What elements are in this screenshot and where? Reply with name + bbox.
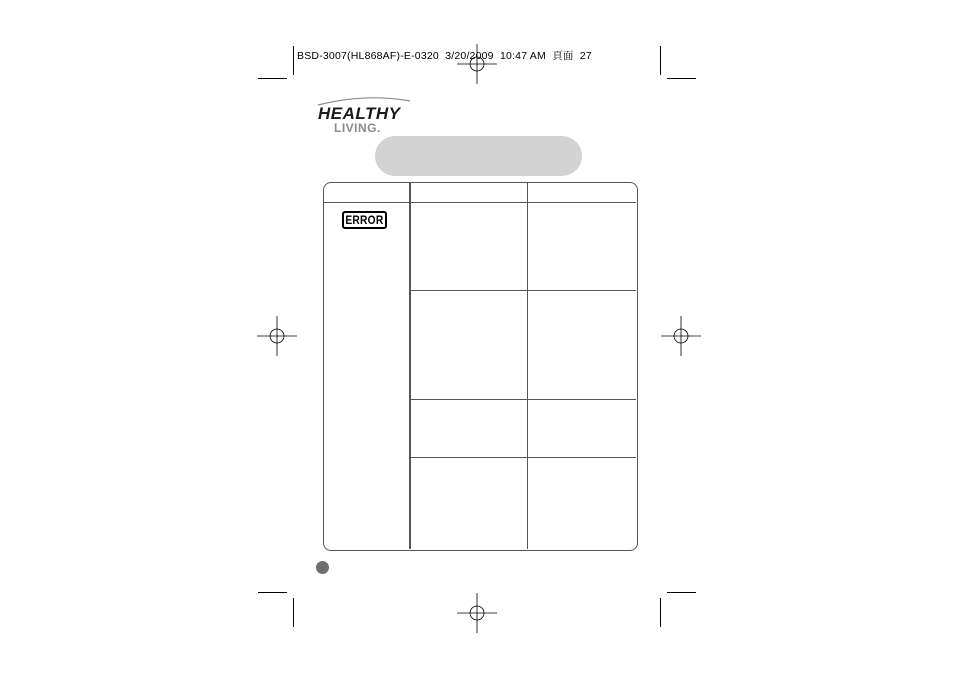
crop-mark — [293, 598, 294, 627]
page-marker-dot — [316, 561, 329, 574]
section-title-banner — [375, 136, 582, 176]
registration-mark-icon — [457, 44, 497, 84]
logo-primary-text: HEALTHY — [318, 104, 401, 123]
print-time: 10:47 AM — [499, 50, 546, 62]
troubleshooting-table — [323, 182, 638, 551]
crop-mark — [667, 78, 696, 79]
table-row-divider — [410, 290, 636, 291]
registration-mark-icon — [457, 593, 497, 633]
print-slug: BSD-3007(HL868AF)-E-0320 — [297, 50, 439, 62]
print-date: 3/20/2009 — [445, 50, 494, 62]
table-row-divider — [410, 399, 636, 400]
healthy-living-logo — [316, 97, 412, 137]
crop-mark — [258, 592, 287, 593]
crop-mark — [258, 78, 287, 79]
table-header-divider — [324, 202, 636, 203]
crop-mark — [660, 598, 661, 627]
registration-mark-icon — [257, 316, 297, 356]
crop-mark — [293, 46, 294, 75]
crop-mark — [660, 46, 661, 75]
crop-mark — [667, 592, 696, 593]
table-column-divider — [409, 183, 411, 549]
logo-secondary-text: LIVING. — [334, 121, 381, 135]
print-page-number: 27 — [579, 50, 592, 62]
error-display-badge — [342, 211, 387, 229]
table-row-divider — [410, 457, 636, 458]
error-badge-text: ERROR — [345, 213, 384, 227]
print-slug-header — [297, 48, 592, 63]
registration-mark-icon — [661, 316, 701, 356]
print-page-label: 頁面 — [552, 50, 574, 62]
table-column-divider — [527, 183, 528, 549]
